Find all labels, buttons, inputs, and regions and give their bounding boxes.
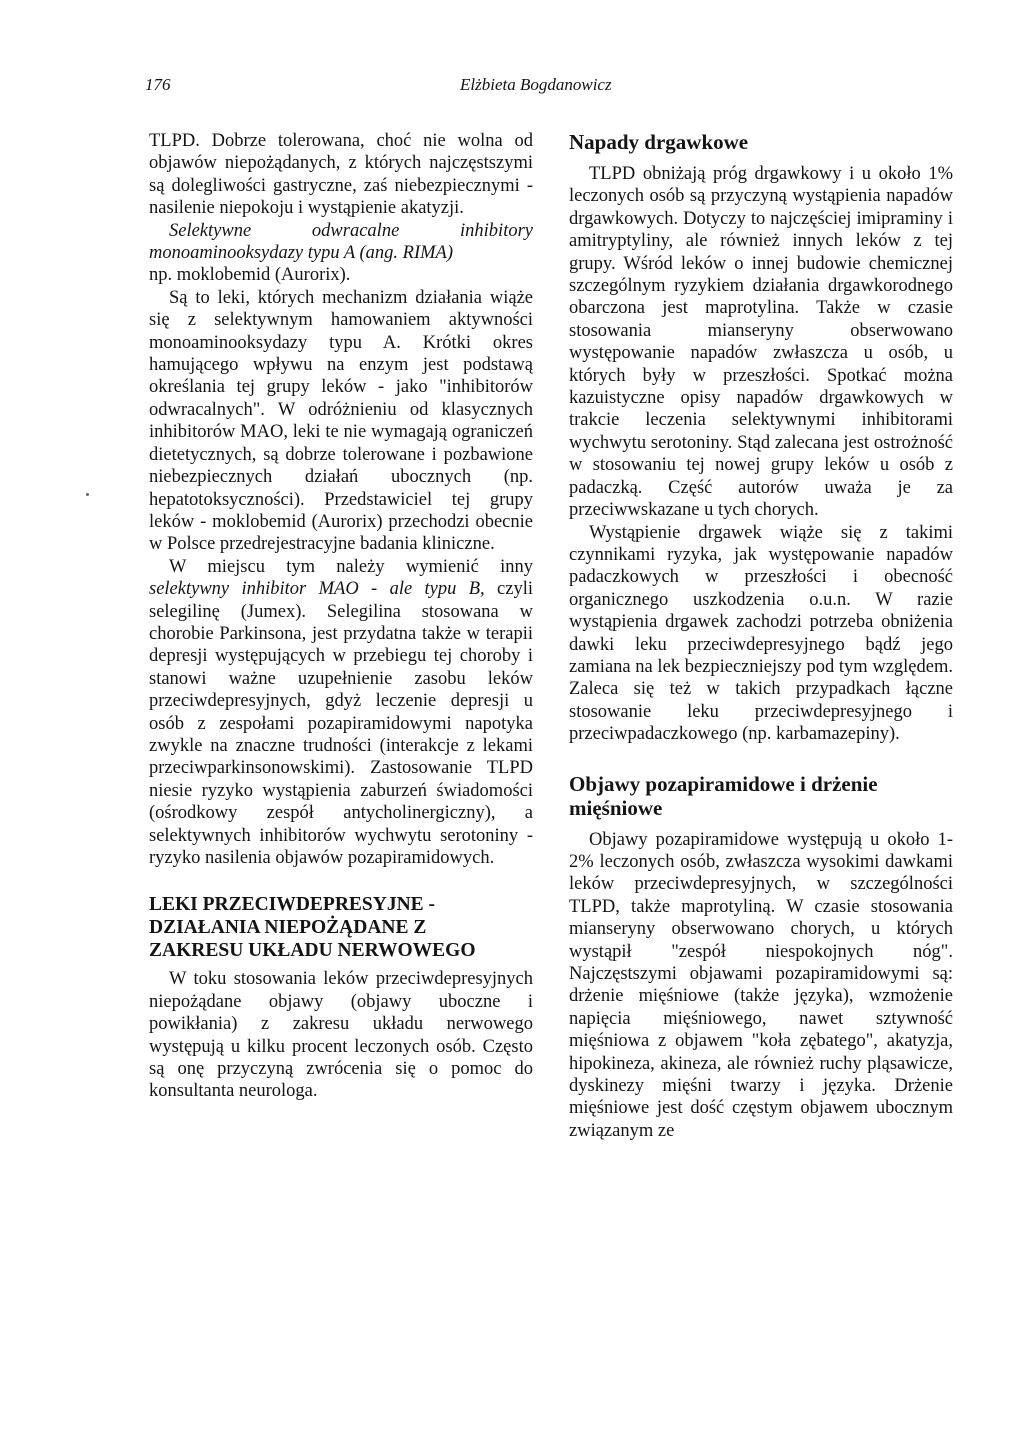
paragraph-rima-mechanism: Są to leki, których mechanizm działania wiąże się z selektywnym hamowaniem aktywności monoaminooksydazy typu A. Krótki okres hamującego wpływu na enzym jest podstawą określania tej grupy leków - jako "inhibitorów odwracalnych". W odróżnieniu od klasycznych inhibitorów MAO, leki te nie wymagają ograniczeń dietetycznych, są dobrze tolerowane i pozbawione niebezpiecznych działań ubocznych (np. hepatotoksyczności). Przedstawiciel tej grupy leków - moklobemid (Aurorix) przechodzi obecnie w Polsce przedrejestracyjne badania kliniczne. — [149, 287, 533, 555]
paragraph-selegiline-lead: W miejscu tym należy wymienić inny — [169, 556, 533, 577]
paragraph-seizures-2: Wystąpienie drgawek wiąże się z takimi czynnikami ryzyka, jak występowanie napadów padaczkowych w przeszłości i obecność organicznego uszkodzenia o.u.n. W razie wystąpienia drgawek zachodzi potrzeba obniżenia dawki leku przeciwdepresyjnego bądź jego zamiana na lek bezpieczniejszy pod tym względem. Zaleca się też w takich przypadkach łączne stosowanie leku przeciwdepresyjnego i przeciwpadaczkowego (np. karbamazepiny). — [569, 522, 953, 745]
heading-extrapyramidal: Objawy pozapiramidowe i drżenie mięśniowe — [569, 771, 878, 820]
right-column — [569, 130, 953, 1142]
running-author: Elżbieta Bogdanowicz — [460, 75, 612, 94]
margin-speck — [86, 493, 89, 496]
paragraph-example-moklobemid: np. moklobemid (Aurorix). — [149, 265, 351, 286]
paragraph-selegiline-rest: czyli selegilinę (Jumex). Selegilina stosowana w chorobie Parkinsona, jest przydatna także w terapii depresji występujących w przebiegu tej choroby i stanowi ważne uzupełnienie zasobu leków przeciwdepresyjnych, gdyż leczenie depresji u osób z zespołami pozapiramidowymi napotyka zwykle na znaczne trudności (interakcje z lekami przeciwparkinsonowskimi). Zastosowanie TLPD niesie ryzyko wystąpienia zaburzeń świadomości (ośrodkowy zespół antycholinergiczny), a selektywnych inhibitorów wychwytu serotoniny - ryzyko nasilenia objawów pozapiramidowych. — [149, 579, 534, 868]
paragraph-seizures-1: TLPD obniżają próg drgawkowy i u około 1% leczonych osób są przyczyną wystąpienia napadów drgawkowych. Dotyczy to najczęściej imipraminy i amitryptyliny, ale również innych leków z tej grupy. Wśród leków o innej budowie chemicznej szczególnym ryzykiem działania drgawkorodnego obarczona jest maprotylina. Także w czasie stosowania mianseryny obserwowano występowanie napadów zwłaszcza u osób, u których były w przeszłości. Spotkać można kazuistyczne opisy napadów drgawkowych w trakcie leczenia selektywnymi inhibitorami wychwytu serotoniny. Stąd zalecana jest ostrożność w stosowaniu tej nowej grupy leków u osób z padaczką. Część autorów uważa je za przeciwwskazane u tych chorych. — [569, 164, 953, 521]
paragraph-extrapyramidal: Objawy pozapiramidowe występują u około 1-2% leczonych osób, zwłaszcza wysokimi dawkami leków przeciwdepresyjnych, w szczególności TLPD, także maprotyliną. W czasie stosowania mianseryny obserwowano chorych, u których wystąpił "zespół niespokojnych nóg". Najczęstszymi objawami pozapiramidowymi są: drżenie mięśniowe (także języka), wzmożenie napięcia mięśniowego, nawet sztywność mięśniowa z objawem "koła zębatego", akatyzja, hipokineza, akineza, ale również ruchy pląsawicze, dyskinezy mięśni twarzy i języka. Drżenie mięśniowe jest dość częstym objawem ubocznym związanym ze — [569, 829, 953, 1141]
subheading-rima: Selektywne odwracalne inhibitory monoaminooksydazy typu A (ang. RIMA) — [149, 220, 533, 264]
paragraph-tlpd-continued: TLPD. Dobrze tolerowana, choć nie wolna od objawów niepożądanych, z których najczęstszymi są dolegliwości gastryczne, zaś niebezpiecznymi - nasilenie niepokoju i wystąpienie akatyzji. — [149, 131, 533, 219]
heading-seizures: Napady drgawkowe — [569, 130, 749, 154]
page-number: 176 — [145, 75, 171, 94]
section-heading: LEKI PRZECIWDEPRESYJNE - DZIAŁANIA NIEPOŻĄDANE Z ZAKRESU UKŁADU NERWOWEGO — [149, 894, 476, 962]
paragraph-selegiline — [149, 556, 533, 870]
paragraph-selegiline-italic: selektywny inhibitor MAO - ale typu B, — [149, 579, 485, 600]
left-column — [149, 130, 533, 1103]
paragraph-section-intro: W toku stosowania leków przeciwdepresyjnych niepożądane objawy (objawy uboczne i powikłania) z zakresu układu nerwowego występują u kilku procent leczonych osób. Często są onę przyczyną zwrócenia się o pomoc do konsultanta neurologa. — [149, 969, 533, 1102]
